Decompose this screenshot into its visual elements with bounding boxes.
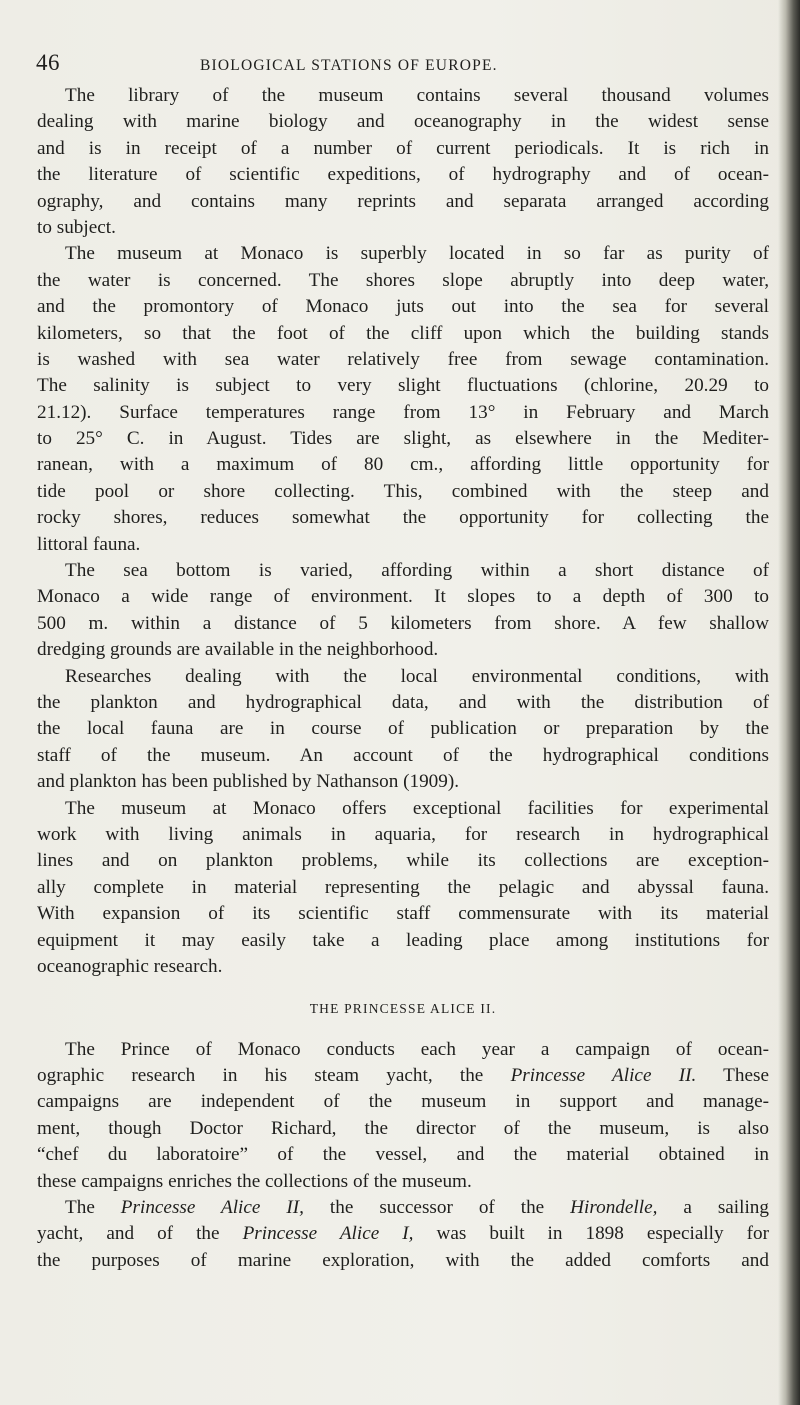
text-line: rocky shores, reduces somewhat the opportunity for collecting the	[37, 507, 769, 529]
text-line: Monaco a wide range of environment. It slopes to a depth of 300 to	[37, 586, 769, 608]
text-line: tide pool or shore collecting. This, combined with the steep and	[37, 480, 769, 502]
text-line: the plankton and hydrographical data, and with the distribution of	[37, 691, 769, 713]
text-line: these campaigns enriches the collections of the museum.	[37, 1170, 472, 1192]
text-line: ography, and contains many reprints and separata arranged according	[37, 190, 769, 212]
text-line: kilometers, so that the foot of the cliff upon which the building stands	[37, 322, 769, 344]
text-line: the water is concerned. The shores slope abruptly into deep water,	[37, 269, 769, 291]
text-line: campaigns are independent of the museum in support and manage-	[37, 1091, 769, 1113]
text-line: The Prince of Monaco conducts each year a campaign of ocean-	[65, 1038, 769, 1060]
page-number: 46	[36, 50, 60, 75]
italic-ship-name: Hirondelle,	[570, 1197, 658, 1219]
text-line: ranean, with a maximum of 80 cm., affording little opportunity for	[37, 454, 769, 476]
text-run: ographic research in his steam yacht, the	[37, 1065, 511, 1087]
text-line: the purposes of marine exploration, with the added comforts and	[37, 1249, 769, 1271]
italic-ship-name: Princesse Alice I,	[242, 1223, 414, 1245]
text-run: was built in 1898 especially for	[413, 1223, 769, 1245]
italic-ship-name: Princesse Alice II,	[120, 1197, 304, 1219]
text-line: to 25° C. in August. Tides are slight, as elsewhere in the Mediter-	[37, 428, 769, 450]
text-run: yacht, and of the	[37, 1223, 243, 1245]
section-heading: THE PRINCESSE ALICE II.	[309, 1001, 497, 1017]
text-run: The	[65, 1197, 121, 1219]
text-line: dredging grounds are available in the neighborhood.	[37, 639, 439, 661]
text-run: a sailing	[657, 1197, 769, 1219]
text-line: The museum at Monaco is superbly located in so far as purity of	[65, 243, 769, 265]
text-run: the successor of the	[303, 1197, 571, 1219]
text-line: 500 m. within a distance of 5 kilometers from shore. A few shallow	[37, 612, 769, 634]
text-line: to subject.	[37, 216, 116, 238]
running-head: BIOLOGICAL STATIONS OF EUROPE.	[200, 57, 498, 74]
section-princesse-alice-text	[37, 1037, 769, 1275]
text-line: is washed with sea water relatively free from sewage contamination.	[37, 348, 769, 370]
text-line: and plankton has been published by Nathanson (1909).	[37, 771, 460, 793]
text-line: The library of the museum contains several thousand volumes	[65, 85, 769, 106]
text-line: and is in receipt of a number of current periodicals. It is rich in	[37, 137, 769, 159]
page-header	[0, 50, 800, 80]
italic-ship-name: Princesse Alice II.	[510, 1065, 697, 1087]
text-line: Researches dealing with the local environmental conditions, with	[65, 665, 769, 687]
text-line	[37, 1221, 769, 1247]
text-line: 21.12). Surface temperatures range from 13° in February and March	[37, 401, 769, 423]
text-line: work with living animals in aquaria, for research in hydrographical	[37, 823, 769, 845]
text-line: the literature of scientific expeditions, of hydrography and of ocean-	[37, 164, 769, 186]
text-line: oceanographic research.	[37, 955, 223, 977]
text-line: equipment it may easily take a leading place among institutions for	[37, 929, 769, 951]
text-line: The salinity is subject to very slight fluctuations (chlorine, 20.29 to	[37, 375, 769, 397]
text-run: These	[696, 1065, 769, 1087]
text-line: and the promontory of Monaco juts out into the sea for several	[37, 296, 769, 318]
text-line: The sea bottom is varied, affording within a short distance of	[65, 560, 769, 582]
text-line	[37, 1195, 769, 1221]
text-line: “chef du laboratoire” of the vessel, and the material obtained in	[37, 1144, 769, 1166]
text-line	[37, 1063, 769, 1089]
text-line: the local fauna are in course of publication or preparation by the	[37, 718, 769, 740]
text-line: lines and on plankton problems, while its collections are exception-	[37, 850, 769, 872]
text-line: staff of the museum. An account of the hydrographical conditions	[37, 744, 769, 766]
page-binding-edge	[778, 0, 800, 1405]
text-line: The museum at Monaco offers exceptional facilities for experimental	[65, 797, 769, 819]
text-line: ally complete in material representing the pelagic and abyssal fauna.	[37, 876, 769, 898]
body-text	[37, 83, 769, 1274]
text-line: With expansion of its scientific staff commensurate with its material	[37, 903, 769, 925]
text-line: dealing with marine biology and oceanography in the widest sense	[37, 111, 769, 133]
section-museum-text	[37, 83, 769, 980]
text-line: ment, though Doctor Richard, the director of the museum, is also	[37, 1117, 769, 1139]
text-line: littoral fauna.	[37, 533, 141, 555]
